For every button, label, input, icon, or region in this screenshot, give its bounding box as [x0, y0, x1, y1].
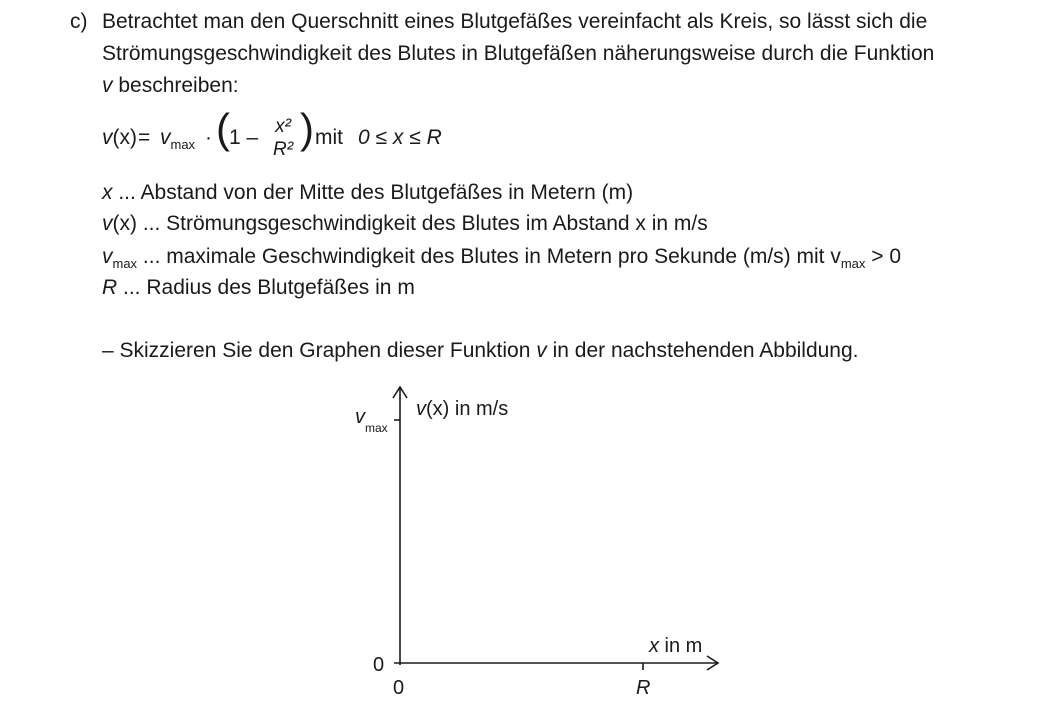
formula-vmax-v: v: [160, 126, 171, 149]
intro-line-2: Strömungsgeschwindigkeit des Blutes in Blutgefäßen näherungsweise durch die Funktion: [102, 42, 935, 65]
task-label: c): [70, 10, 88, 33]
def-text-v: ... Strömungsgeschwindigkeit des Blutes im Abstand x in m/s: [137, 212, 708, 235]
formula-open-paren: (: [216, 105, 230, 152]
def-var-v: v: [102, 212, 113, 235]
instruction-var: v: [536, 339, 547, 362]
def-tail-sub-vmax: max: [840, 256, 866, 271]
formula-frac-den: R²: [272, 139, 294, 160]
def-tail-vmax: > 0: [865, 245, 902, 268]
x-zero-label: 0: [393, 677, 405, 699]
def-arg-v: (x): [112, 212, 137, 235]
y-zero-label: 0: [373, 654, 385, 676]
instruction-text: – Skizzieren Sie den Graphen dieser Funktion: [102, 339, 537, 362]
intro-line-1: Betrachtet man den Querschnitt eines Blutgefäßes vereinfacht als Kreis, so lässt sich die: [102, 10, 928, 33]
def-text-x: ... Abstand von der Mitte des Blutgefäßes in Metern (m): [112, 181, 634, 204]
y-axis-label: v(x) in m/s: [416, 398, 509, 420]
formula-domain: 0 ≤ x ≤ R: [358, 126, 442, 149]
x-axis-label: x in m: [649, 635, 703, 657]
formula-lhs-arg: (x): [112, 126, 137, 149]
instruction-rest: in der nachstehenden Abbildung.: [546, 339, 859, 362]
def-var-R: R: [102, 276, 118, 299]
def-text-R: ... Radius des Blutgefäßes in m: [117, 276, 415, 299]
formula-one-minus: 1 –: [229, 126, 259, 149]
var-v: v: [102, 74, 113, 97]
formula-dot: ·: [205, 126, 212, 149]
intro-line-3-rest: beschreiben:: [112, 74, 239, 97]
x-tick-R-label: R: [636, 677, 651, 699]
y-tick-vmax-label: $v_{max}$: [355, 406, 388, 435]
formula-close-paren: ): [300, 105, 314, 152]
def-var-x: x: [102, 181, 113, 204]
def-text-vmax: ... maximale Geschwindigkeit des Blutes in Metern pro Sekunde (m/s) mit v: [137, 245, 841, 268]
formula-equals: =: [138, 126, 151, 149]
formula-vmax-sub: max: [170, 137, 196, 152]
formula-mit: mit: [315, 126, 343, 149]
def-sub-vmax: max: [112, 256, 138, 271]
formula-frac-num: x²: [275, 116, 291, 137]
def-var-vmax: v: [102, 245, 113, 268]
formula-lhs-v: v: [102, 126, 113, 149]
